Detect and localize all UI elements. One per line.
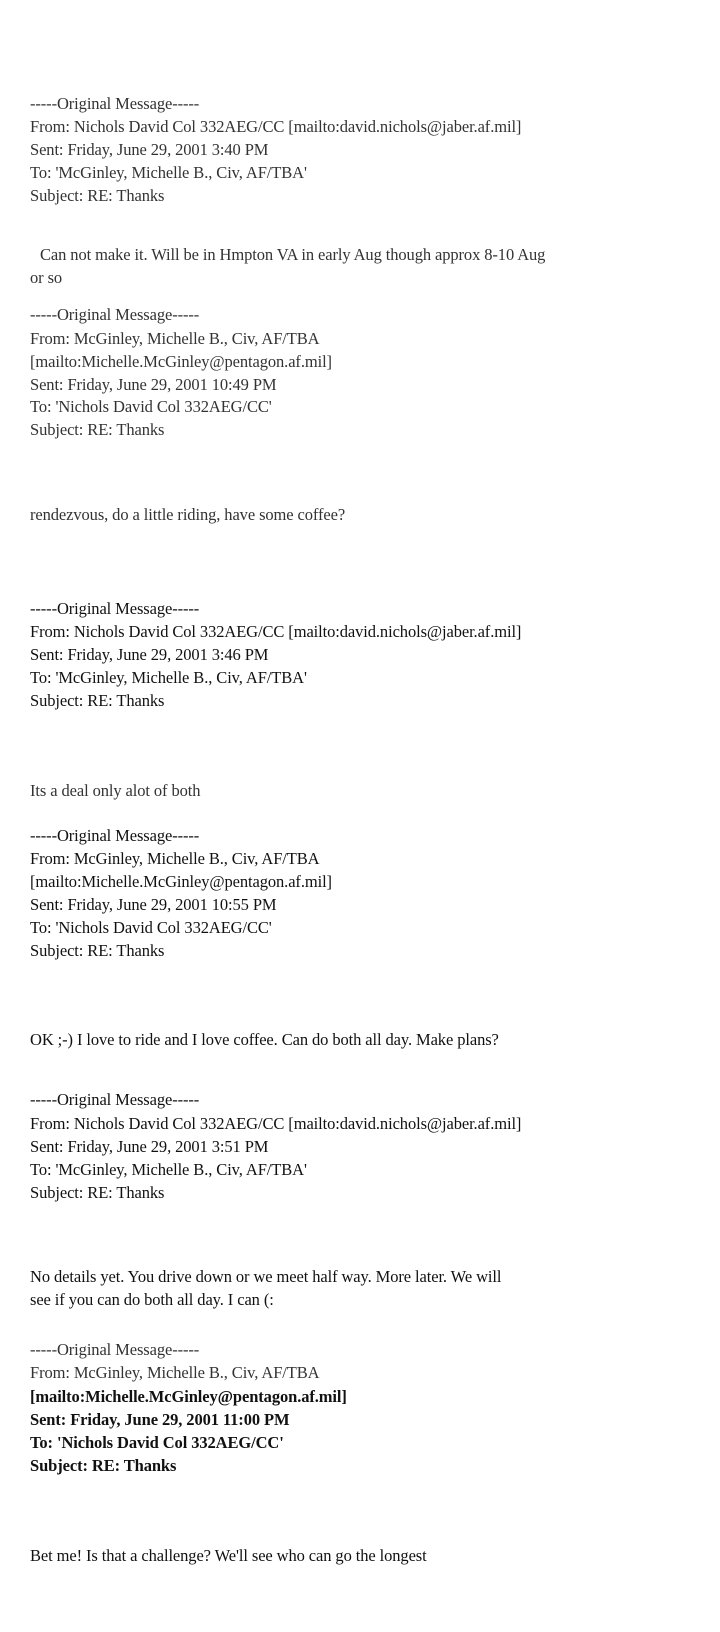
subject-line: Subject: RE: Thanks — [30, 1456, 177, 1475]
sent-line: Sent: Friday, June 29, 2001 11:00 PM — [30, 1410, 290, 1429]
from-line: From: Nichols David Col 332AEG/CC [mailto:david.nichols@jaber.af.mil] — [30, 622, 522, 641]
from-line: From: McGinley, Michelle B., Civ, AF/TBA — [30, 849, 320, 868]
to-line: To: 'McGinley, Michelle B., Civ, AF/TBA' — [30, 163, 307, 182]
body-line: see if you can do both all day. I can (: — [30, 1290, 274, 1309]
separator-line: -----Original Message----- — [30, 305, 200, 324]
subject-line: Subject: RE: Thanks — [30, 186, 165, 205]
body-line: Its a deal only alot of both — [30, 781, 201, 800]
separator-line: -----Original Message----- — [30, 1340, 200, 1359]
from-line: From: McGinley, Michelle B., Civ, AF/TBA — [30, 1363, 320, 1382]
separator-line: -----Original Message----- — [30, 599, 200, 618]
to-line: To: 'Nichols David Col 332AEG/CC' — [30, 397, 272, 416]
separator-line: -----Original Message----- — [30, 1090, 200, 1109]
sent-line: Sent: Friday, June 29, 2001 10:55 PM — [30, 895, 277, 914]
mailto-line: [mailto:Michelle.McGinley@pentagon.af.mil] — [30, 352, 332, 371]
subject-line: Subject: RE: Thanks — [30, 420, 165, 439]
body-line: rendezvous, do a little riding, have some coffee? — [30, 505, 346, 524]
body-line: No details yet. You drive down or we meet half way. More later. We will — [30, 1267, 502, 1286]
mailto-line: [mailto:Michelle.McGinley@pentagon.af.mil] — [30, 1387, 347, 1406]
body-line: or so — [30, 268, 63, 287]
to-line: To: 'Nichols David Col 332AEG/CC' — [30, 1433, 284, 1452]
subject-line: Subject: RE: Thanks — [30, 1183, 165, 1202]
separator-line: -----Original Message----- — [30, 826, 200, 845]
body-line: OK ;-) I love to ride and I love coffee. Can do both all day. Make plans? — [30, 1030, 499, 1049]
from-line: From: Nichols David Col 332AEG/CC [mailto:david.nichols@jaber.af.mil] — [30, 1114, 522, 1133]
to-line: To: 'Nichols David Col 332AEG/CC' — [30, 918, 272, 937]
body-line: Can not make it. Will be in Hmpton VA in early Aug though approx 8-10 Aug — [40, 245, 546, 264]
separator-line: -----Original Message----- — [30, 94, 200, 113]
to-line: To: 'McGinley, Michelle B., Civ, AF/TBA' — [30, 668, 307, 687]
from-line: From: McGinley, Michelle B., Civ, AF/TBA — [30, 329, 320, 348]
sent-line: Sent: Friday, June 29, 2001 3:40 PM — [30, 140, 269, 159]
sent-line: Sent: Friday, June 29, 2001 10:49 PM — [30, 375, 277, 394]
to-line: To: 'McGinley, Michelle B., Civ, AF/TBA' — [30, 1160, 307, 1179]
mailto-line: [mailto:Michelle.McGinley@pentagon.af.mil] — [30, 872, 332, 891]
subject-line: Subject: RE: Thanks — [30, 691, 165, 710]
sent-line: Sent: Friday, June 29, 2001 3:51 PM — [30, 1137, 269, 1156]
subject-line: Subject: RE: Thanks — [30, 941, 165, 960]
body-line: Bet me! Is that a challenge? We'll see who can go the longest — [30, 1546, 427, 1565]
from-line: From: Nichols David Col 332AEG/CC [mailto:david.nichols@jaber.af.mil] — [30, 117, 522, 136]
sent-line: Sent: Friday, June 29, 2001 3:46 PM — [30, 645, 269, 664]
